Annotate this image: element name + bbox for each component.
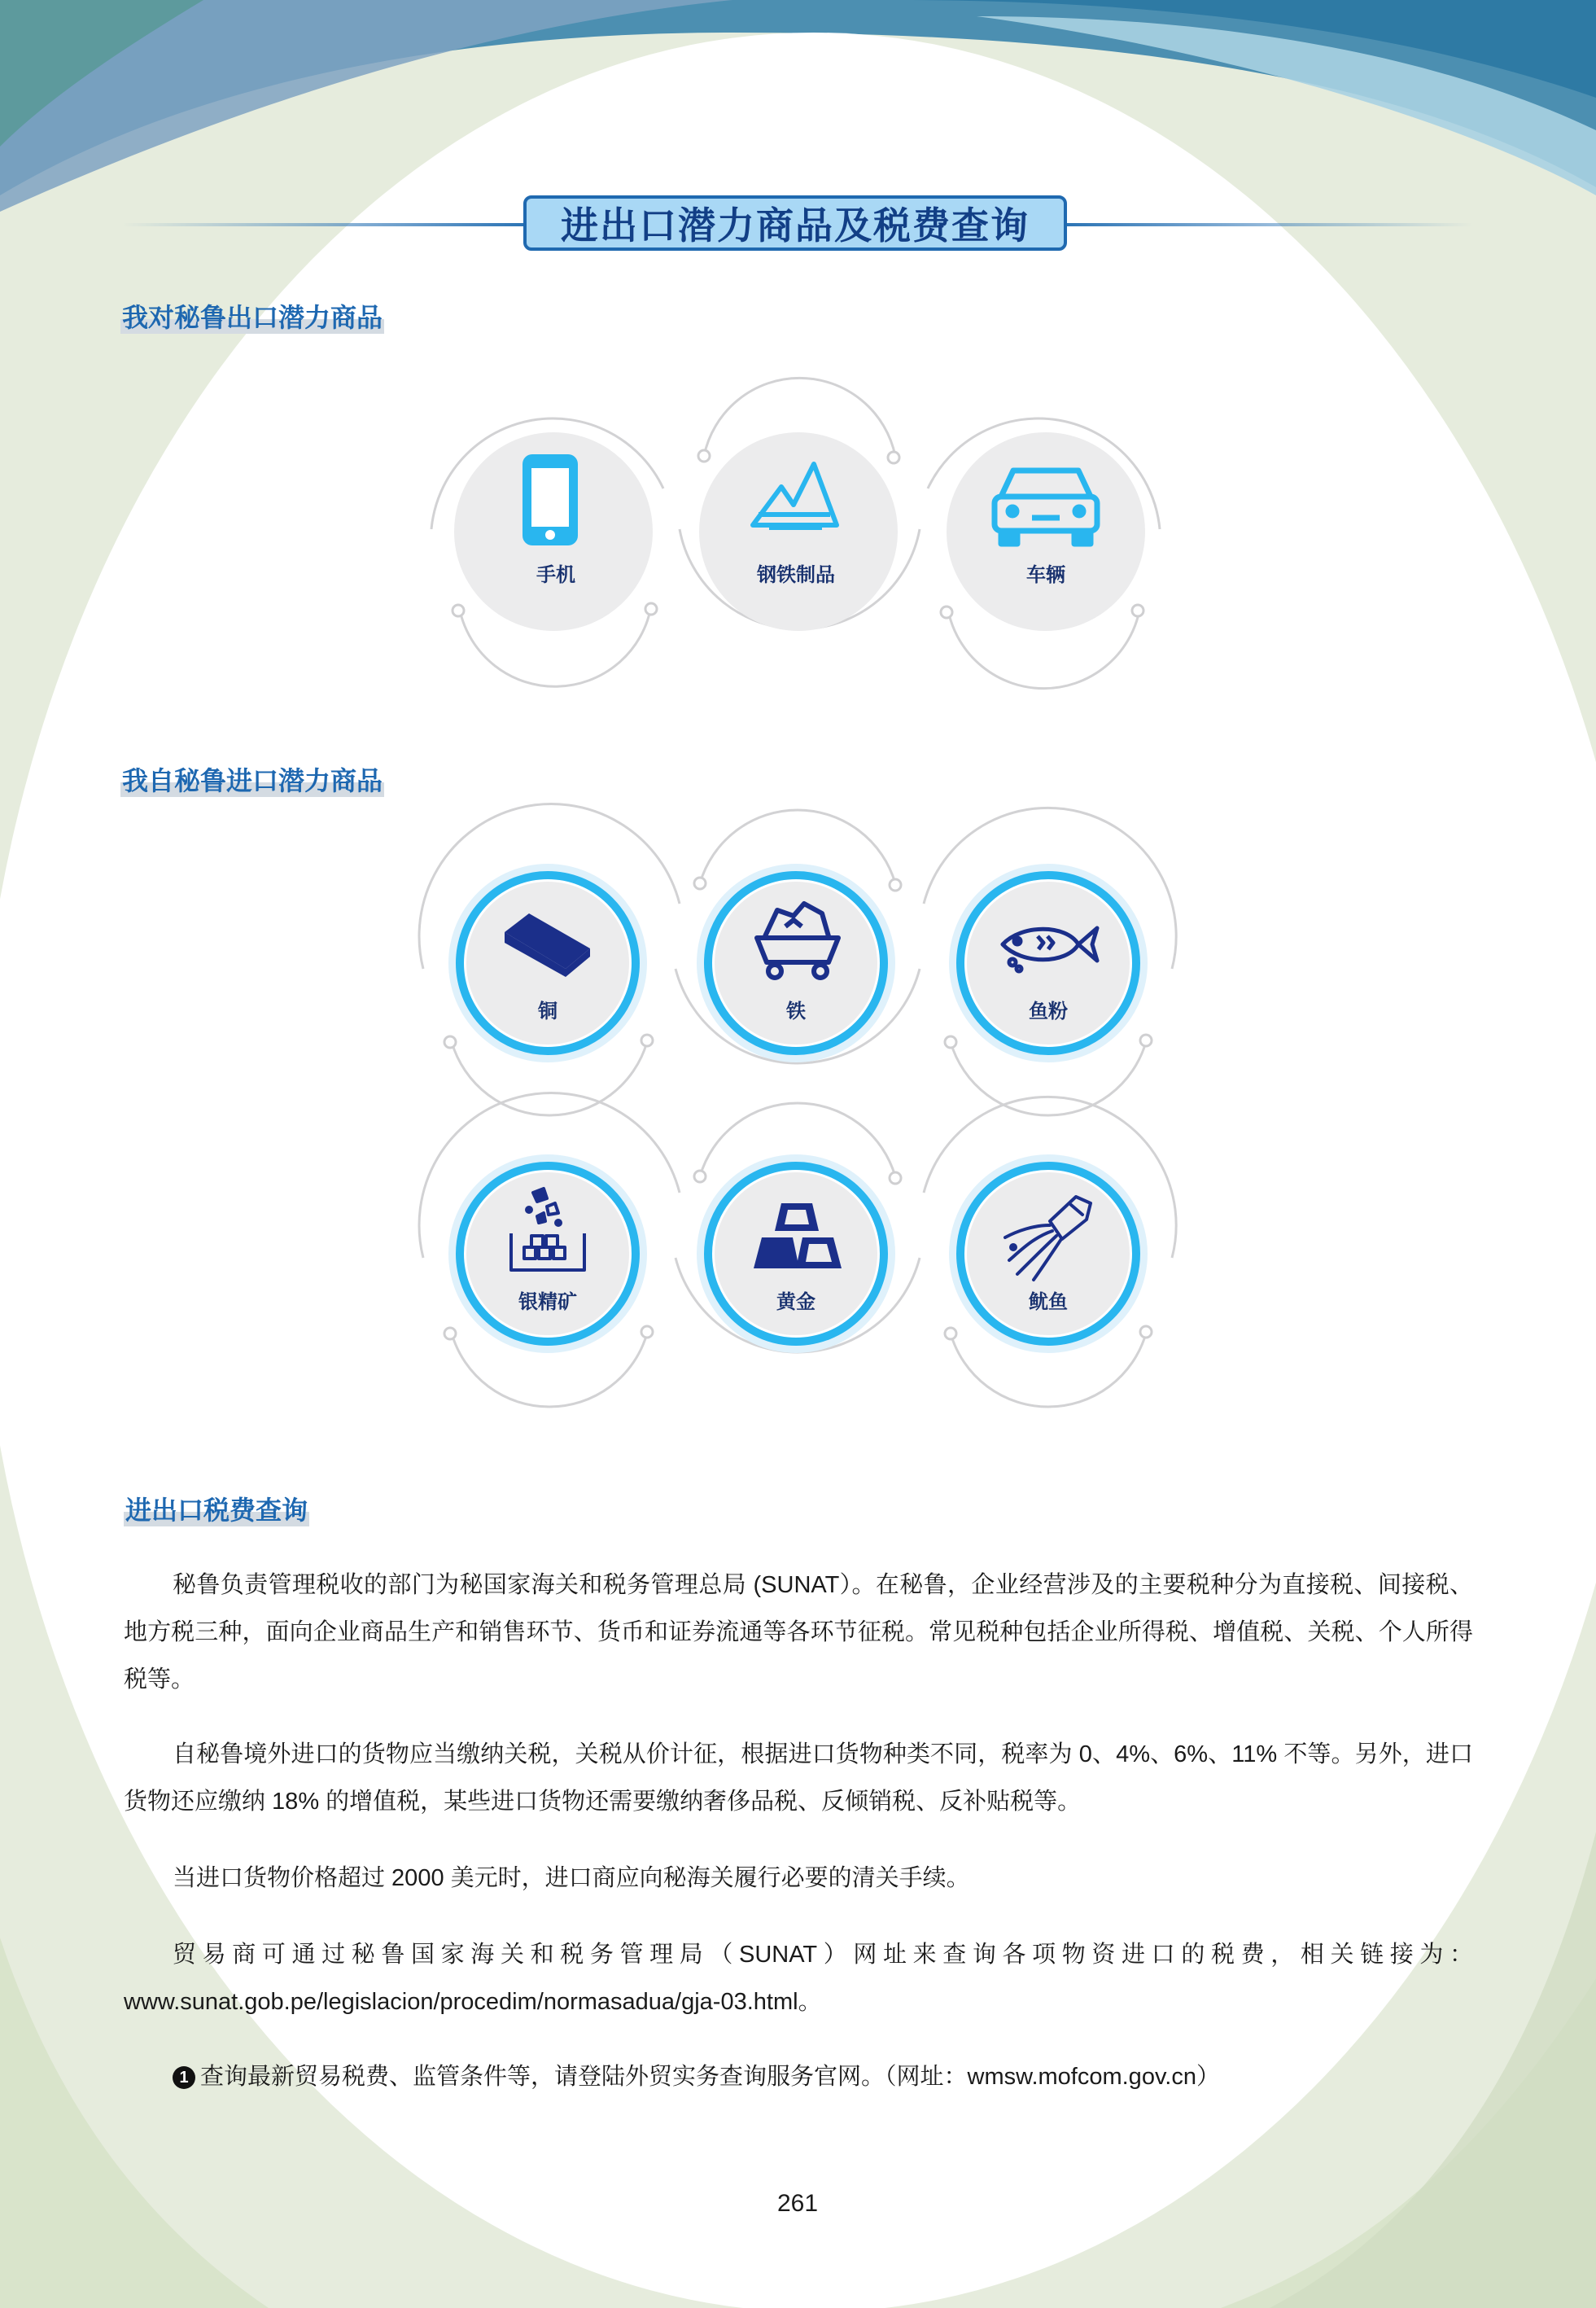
import-label-gold: 黄金 [776,1290,815,1313]
import-item-iron [676,810,920,1063]
export-section-heading: 我对秘鲁出口潜力商品 [120,300,384,335]
footnote-number-icon: 1 [173,2066,195,2089]
footnote [173,2058,1220,2091]
import-label-silver: 银精矿 [518,1290,577,1313]
import-item-silver [419,1093,680,1407]
import-label-squid: 鱿鱼 [1029,1290,1068,1313]
import-label-copper: 铜 [538,1000,558,1023]
import-item-fishmeal [924,808,1176,1115]
title-rule-right [1066,223,1473,226]
import-section-heading: 我自秘鲁进口潜力商品 [120,763,384,799]
tax-section-heading: 进出口税费查询 [124,1492,309,1528]
import-item-squid [924,1097,1176,1407]
footnote-text: 查询最新贸易税费、监管条件等，请登陆外贸实务查询服务官网。（网址：wmsw.mofcom.gov.cn） [200,2064,1220,2090]
export-label-car: 车辆 [1026,563,1065,586]
export-item-car [928,418,1160,689]
import-label-fishmeal: 鱼粉 [1029,1000,1068,1023]
import-item-gold [676,1103,920,1353]
tax-paragraph-1: 秘鲁负责管理税收的部门为秘国家海关和税务管理总局 (SUNAT）。在秘鲁，企业经营涉及的主要税种分为直接税、间接税、地方税三种，面向企业商品生产和销售环节、货币和证券流通等各环节征税。常见税种包括企业所得税、增值税、关税、个人所得税等。 [124,1572,1473,1693]
export-item-phone [431,418,663,686]
export-label-steel: 钢铁制品 [757,563,835,586]
export-item-steel [680,378,920,631]
page-title-banner [0,194,1596,256]
smartphone-icon [523,454,578,545]
tax-paragraph-3: 当进口货物价格超过 2000 美元时，进口商应向秘海关履行必要的清关手续。 [173,1865,970,1891]
tax-paragraph-4: 贸易商可通过秘鲁国家海关和税务管理局（SUNAT）网址来查询各项物资进口的税费，相关链接为：www.sunat.gob.pe/legislacion/procedim/normasadua/gja-03.html。 [124,1942,1473,2015]
tax-paragraph-2: 自秘鲁境外进口的货物应当缴纳关税，关税从价计征，根据进口货物种类不同，税率为 0、4%、6%、11% 不等。另外，进口货物还应缴纳 18% 的增值税，某些进口货物还需要缴纳奢侈品税、反倾销税、反补贴税等。 [124,1741,1473,1815]
page-number: 261 [776,2190,819,2217]
export-label-phone: 手机 [536,563,575,586]
import-label-iron: 铁 [786,1000,806,1023]
title-rule-left [122,223,525,226]
page-title: 进出口潜力商品及税费查询 [523,195,1067,251]
import-item-copper [419,804,680,1115]
